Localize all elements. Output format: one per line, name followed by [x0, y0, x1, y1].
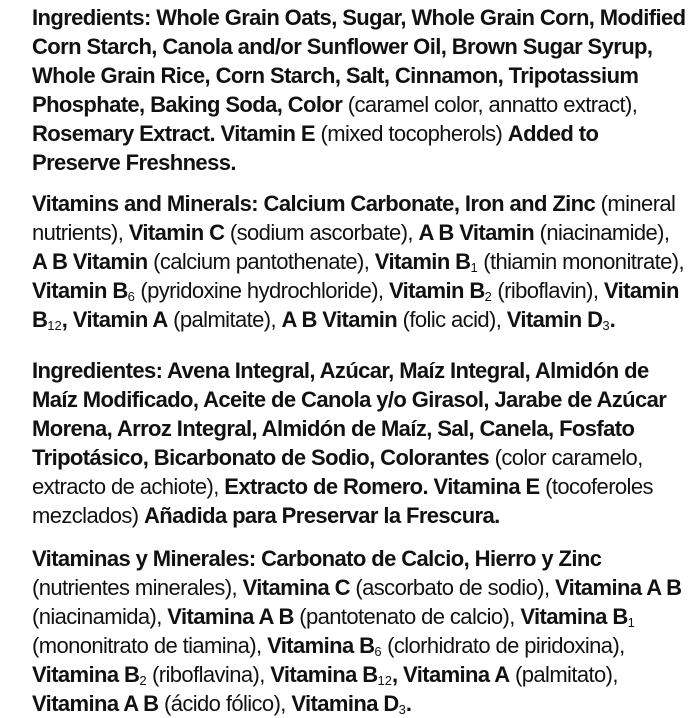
- vitamin-name: Vitamin B: [374, 249, 471, 274]
- vitamin-note: (palmitate),: [167, 307, 282, 332]
- vitamin-note: (calcium pantothenate),: [147, 249, 375, 274]
- vitamin-note: (pyridoxine hydrochloride),: [134, 278, 389, 303]
- vitamin-name: ,: [392, 662, 404, 687]
- vitamin-bold: Vitamin C: [128, 220, 225, 245]
- vitamin-bold: A B Vitamin: [418, 220, 535, 245]
- vitamin-note: (sodium ascorbate),: [224, 220, 419, 245]
- ingredients-bold: Extracto de Romero. Vitamina E: [224, 474, 540, 499]
- vitamin-name: .: [609, 307, 616, 332]
- vitamin-name: Vitamin B: [388, 278, 485, 303]
- vitamin-bold: Vitaminas y Minerales: Carbonato de Calcio, Hierro y Zinc: [32, 546, 602, 571]
- ingredients-note: (tocoferoles mezclados): [32, 474, 653, 528]
- vitamin-name: Vitamin B: [32, 278, 679, 332]
- vitamin-subscript: 6: [127, 289, 135, 304]
- vitamin-bold: [267, 633, 382, 658]
- vitamin-bold: [32, 662, 147, 687]
- vitamin-note: (ácido fólico),: [158, 691, 292, 716]
- vitamin-bold: [507, 307, 615, 332]
- vitamin-note: (ascorbato de sodio),: [349, 575, 555, 600]
- ingredients-note: (mixed tocopherols): [314, 121, 508, 146]
- ingredients-bold: Ingredientes: Avena Integral, Azúcar, Maíz Integral, Almidón de Maíz Modificado, Aceite de Canola y/o Girasol, Jarabe de Azúcar Morena, Arroz Integral, Almidón de Maíz, Sal, Canela, Fosfato Tripotásico, Bicarbonato de Sodio, Colorantes: [32, 358, 667, 470]
- vitamin-bold: Vitamina A: [403, 662, 510, 687]
- ingredients-bold: Rosemary Extract. Vitamin E: [32, 121, 315, 146]
- vitamin-name: Vitamina D: [291, 691, 399, 716]
- vitamin-subscript: 6: [374, 644, 382, 659]
- vitamin-name: Vitamina B: [270, 662, 378, 687]
- vitamin-bold: [270, 662, 403, 687]
- vitamin-subscript: 3: [398, 702, 406, 717]
- vitamin-bold: Vitamina A B: [555, 575, 682, 600]
- vitamin-bold: Vitamins and Minerals: Calcium Carbonate, Iron and Zinc: [32, 191, 596, 216]
- vitamin-bold: A B Vitamin: [281, 307, 398, 332]
- vitamin-name: Vitamin D: [506, 307, 603, 332]
- ingredients-bold: Added to Preserve Freshness.: [32, 121, 599, 175]
- ingredients-note: (color caramelo, extracto de achiote),: [32, 445, 643, 499]
- ingredients-spanish: [32, 356, 688, 530]
- vitamin-bold: Vitamina A B: [32, 691, 159, 716]
- vitamin-note: (niacinamide),: [534, 220, 670, 245]
- vitamin-bold: Vitamina A B: [167, 604, 294, 629]
- ingredients-bold: Ingredients: Whole Grain Oats, Sugar, Whole Grain Corn, Modified Corn Starch, Canola and/or Sunflower Oil, Brown Sugar Syrup, Whole Grain Rice, Corn Starch, Salt, Cinnamon, Tripotassium Phosphate, Baking Soda, Color: [32, 5, 686, 117]
- vitamin-note: (riboflavina),: [146, 662, 271, 687]
- vitamin-bold: [32, 278, 135, 303]
- vitamin-note: (niacinamida),: [32, 604, 168, 629]
- vitamin-bold: [520, 604, 635, 629]
- vitamin-name: Vitamin B: [32, 278, 128, 303]
- vitamin-name: .: [405, 691, 412, 716]
- vitamin-subscript: 2: [139, 673, 147, 688]
- vitamin-note: (folic acid),: [397, 307, 507, 332]
- vitamin-note: (mineral nutrients),: [32, 191, 676, 245]
- vitamin-bold: [291, 691, 411, 716]
- vitamin-subscript: 3: [602, 318, 610, 333]
- ingredients-note: (caramel color, annatto extract),: [342, 92, 638, 117]
- vitamin-name: , Vitamin A: [61, 307, 168, 332]
- vitamin-note: (pantotenato de calcio),: [293, 604, 521, 629]
- vitamin-subscript: 12: [47, 318, 62, 333]
- vitamin-bold: Vitamina C: [242, 575, 350, 600]
- vitamin-note: (riboflavin),: [491, 278, 604, 303]
- vitamin-note: (mononitrato de tiamina),: [32, 633, 268, 658]
- vitamin-subscript: 2: [484, 289, 492, 304]
- vitamin-name: Vitamina B: [32, 662, 140, 687]
- vitamin-subscript: 1: [627, 615, 635, 630]
- vitamin-note: (nutrientes minerales),: [32, 575, 243, 600]
- vitamin-bold: [375, 249, 478, 274]
- vitamin-name: Vitamina B: [267, 633, 375, 658]
- vitamins-english: [32, 189, 688, 334]
- vitamin-subscript: 1: [470, 260, 478, 275]
- vitamin-subscript: 12: [377, 673, 392, 688]
- vitamin-name: Vitamina B: [520, 604, 628, 629]
- ingredients-bold: Añadida para Preservar la Frescura.: [144, 503, 500, 528]
- vitamins-spanish: [32, 544, 688, 718]
- vitamin-bold: A B Vitamin: [32, 249, 148, 274]
- vitamin-note: (palmitato),: [509, 662, 618, 687]
- vitamin-note: (clorhidrato de piridoxina),: [381, 633, 625, 658]
- vitamin-bold: [389, 278, 492, 303]
- ingredients-english: [32, 0, 688, 177]
- vitamin-note: (thiamin mononitrate),: [477, 249, 684, 274]
